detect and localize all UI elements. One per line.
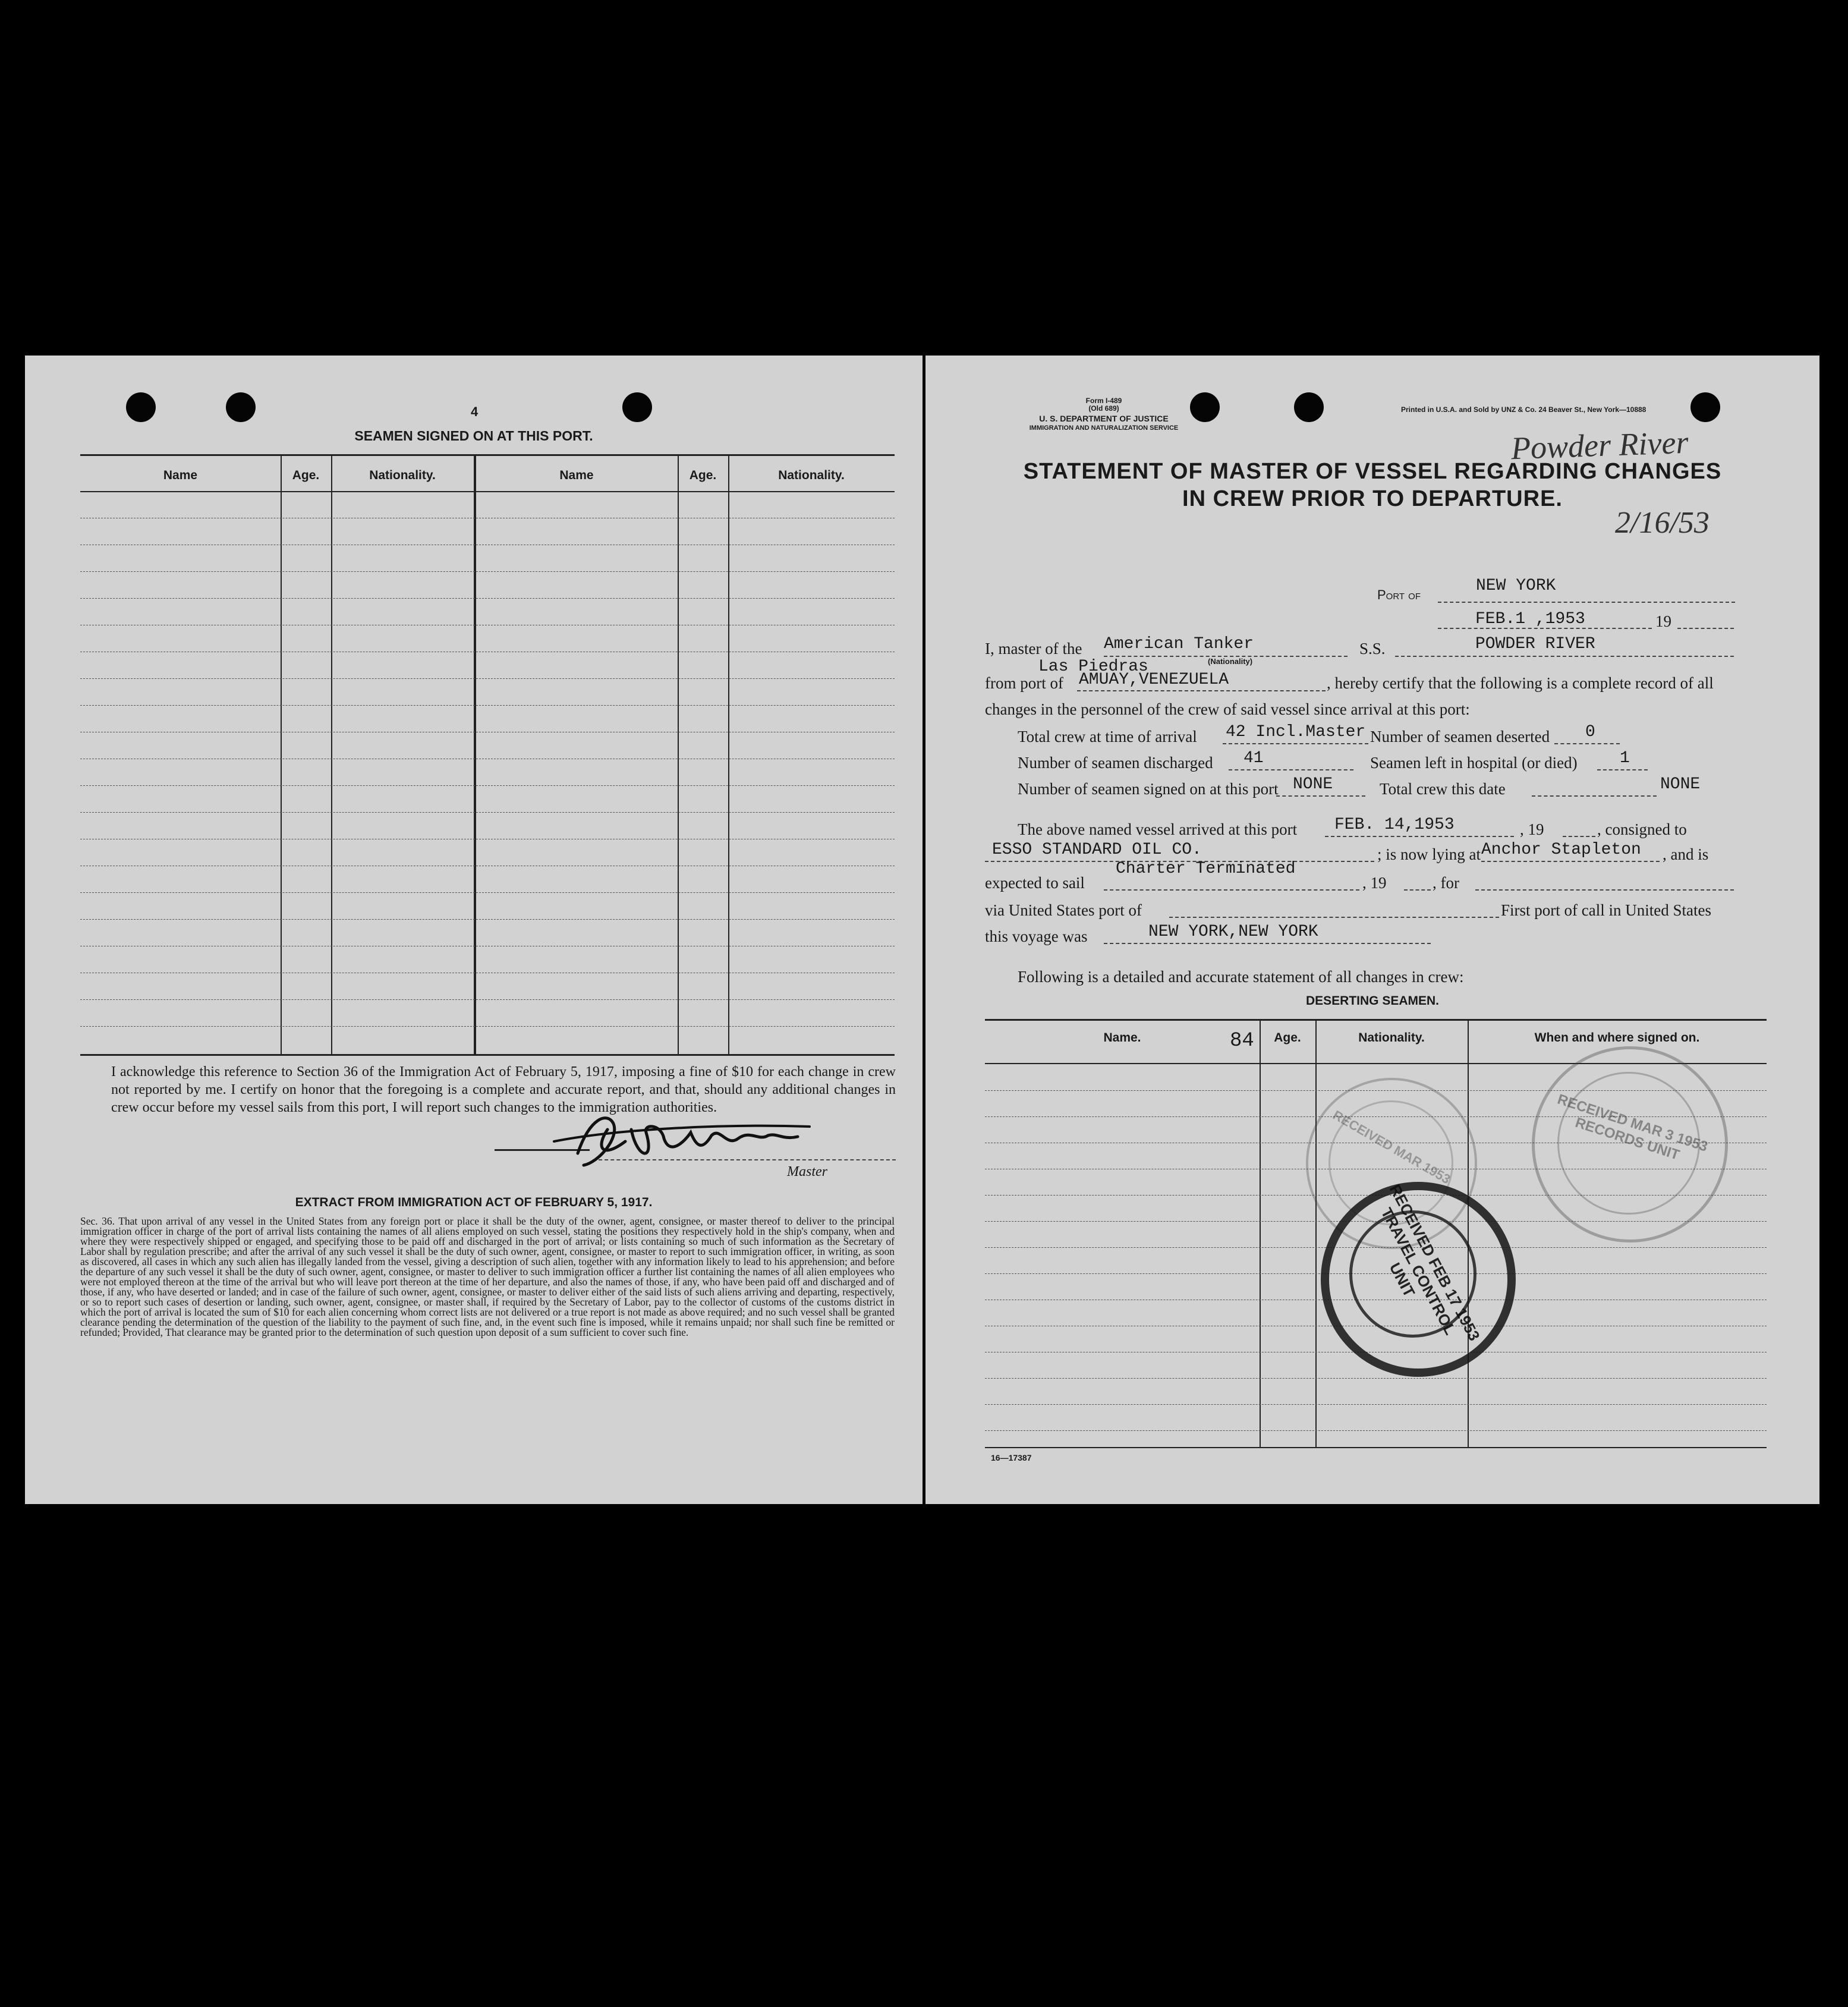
extract-text: Sec. 36. That upon arrival of any vessel in the United States from any foreign port or place it shall be the duty of the owner, agent, consignee, or master thereof to deliver to the principal immigration officer in charge of the port of arrival lists containing the names of all aliens employed on such vessel, stating the positions they respectively hold in the ship's company, when and where they were respectively shipped or engaged, and specifying those to be paid off and discharged in the port of arrival; or lists containing so much of such information as the Secretary of Labor shall by regulation prescribe; and after the arrival of any such vessel it shall be the duty of such owner, agent, consignee, or master to report to such immigration officer, in writing, as soon as discovered, all cases in which any such alien has illegally landed from the vessel, giving a description of such alien, together with any information likely to lead to his apprehension; and before the departure of any such vessel it shall be the duty of such owner, agent, consignee, or master to deliver to such immigration officer a further list containing the names of all alien employees who were not employed thereon at the time of the arrival but who will leave port thereon at the time of her departure, and also the names of those, if any, who have been paid off and discharged and of those, if any, who have deserted or landed; and in case of the failure of such owner, agent, consignee, or master to deliver either of the said lists of such aliens arriving and departing, respectively, or so to report such cases of desertion or landing, such owner, agent, consignee, or master shall, if required by the Secretary of Labor, pay to the collector of customs of the customs district in which the port of arrival is located the sum of $10 for each alien concerning whom correct lists are not delivered or a true report is not made as above required; and no such vessel shall be granted clearance pending the determination of the question of the liability to the payment of such fine, and, in the event such fine is imposed, while it remains unpaid; nor shall such fine be remitted or refunded; Provided, That clearance may be granted prior to the determination of such question upon deposit of a sum sufficient to cover such fine. [80,1215,895,1338]
page-number: 4 [471,404,478,419]
table-row-line [80,785,895,786]
signed-on-label: Number of seamen signed on at this port [1018,780,1279,798]
department-name: U. S. DEPARTMENT OF JUSTICE [1039,414,1169,423]
form-title [925,458,1819,512]
following-text: Following is a detailed and accurate statement of all changes in crew: [1018,968,1464,986]
total-crew-value: 42 Incl.Master [1226,723,1366,741]
deserted-line [1554,743,1620,744]
punch-hole [126,392,156,422]
left-page [25,356,923,1504]
table-bottom-rule [80,1054,895,1056]
handwritten-date-note: 2/16/53 [1615,506,1710,540]
deserted-label: Number of seamen deserted [1370,728,1550,745]
master-label: Master [787,1164,827,1179]
total-date-line [1532,795,1657,797]
table-row-line [80,598,895,599]
ship-name: POWDER RIVER [1475,635,1595,653]
agency-block [985,414,1223,433]
table-header-rule [80,491,895,492]
ss-label: S.S. [1359,640,1386,658]
table-row-line [80,812,895,813]
page-mark: 84 [1230,1030,1254,1052]
arrived-year-line [1563,836,1595,837]
right-page [925,356,1819,1504]
stamp-text: RECEIVED MAR 1953 [1330,1107,1453,1187]
deserting-table-bottom [985,1447,1767,1448]
stamp-text: RECEIVED MAR 3 1953 RECORDS UNIT [1555,1091,1710,1163]
form-title-line1: STATEMENT OF MASTER OF VESSEL REGARDING CHANGES [1023,459,1722,484]
col-header-age: Age. [1274,1031,1301,1045]
col-header-name: Name [163,468,198,482]
table-row-line [80,1026,895,1027]
signed-on-line [1276,795,1365,797]
discharged-value: 41 [1243,749,1264,767]
and-is-label: , and is [1663,845,1709,863]
table-row-line [985,1430,1767,1431]
master-of-label: I, master of the [985,640,1082,658]
consignee-value: ESSO STANDARD OIL CO. [992,841,1202,859]
sail-year: , 19 [1362,874,1387,892]
date-value: FEB.1 ,1953 [1475,610,1585,628]
table-row-line [985,1404,1767,1405]
table-row-line [80,705,895,706]
col-header-name: Name [559,468,594,482]
left-title: SEAMEN SIGNED ON AT THIS PORT. [354,428,593,443]
hospital-value: 1 [1620,749,1630,767]
for-label: , for [1433,874,1459,892]
col-header-nationality: Nationality. [1358,1031,1425,1045]
lying-label: ; is now lying at [1377,845,1481,863]
from-port-label: from port of [985,674,1063,692]
ship-name-line [1395,656,1734,657]
voyage-label: this voyage was [985,927,1088,945]
discharged-label: Number of seamen discharged [1018,754,1213,772]
port-line [1438,602,1735,603]
col-header-nationality: Nationality. [778,468,845,482]
table-row-line [985,1378,1767,1379]
year-prefix: 19 [1655,612,1671,630]
total-date-value: NONE [1660,775,1701,794]
col-header-name: Name. [1103,1031,1141,1045]
table-row-line [80,919,895,920]
first-port-label: First port of call in United States [1501,901,1711,919]
via-label: via United States port of [985,901,1142,919]
arrived-value: FEB. 14,1953 [1334,816,1455,834]
via-line [1169,917,1499,918]
table-row-line [80,678,895,679]
arrived-label: The above named vessel arrived at this port [1018,820,1298,838]
form-footer-code: 16—17387 [991,1453,1032,1462]
handwritten-vessel-note: Powder River [1510,424,1689,467]
lying-line [1481,861,1660,862]
deserted-value: 0 [1585,723,1595,741]
nationality-caption: (Nationality) [1208,657,1253,666]
punch-hole [1690,392,1720,422]
col-header-signed-on: When and where signed on. [1534,1031,1700,1045]
port-value: NEW YORK [1476,577,1556,595]
deserting-title: DESERTING SEAMEN. [1305,994,1440,1008]
col-divider [1260,1019,1261,1447]
from-port-extra: Las Piedras [1038,658,1148,676]
punch-hole [226,392,256,422]
received-stamp-records-unit [1532,1046,1728,1242]
form-old-number: (Old 689) [1088,404,1119,413]
col-header-nationality: Nationality. [369,468,436,482]
hospital-label: Seamen left in hospital (or died) [1370,754,1578,772]
hospital-line [1597,769,1648,770]
lying-value: Anchor Stapleton [1481,841,1641,859]
stamp-text: RECEIVED FEB 17 1953 TRAVEL CONTROL UNIT [1377,1181,1484,1344]
consigned-label: , consigned to [1597,820,1687,838]
port-of-label: Port of [1377,587,1421,602]
acknowledgement-text: I acknowledge this reference to Section 36 of the Immigration Act of February 5, 1917, imposing a fine of $10 for each change in crew not reported by me. I certify on honor that the foregoing is a complete and accurate report, and that, should any additional changes in crew occur before my vessel sails from this port, I will report such changes to the immigration authorities. [111,1064,896,1115]
col-header-age: Age. [292,468,320,482]
master-signature [542,1106,851,1171]
printer-note: Printed in U.S.A. and Sold by UNZ & Co. 24 Beaver St., New York—10888 [1401,405,1646,414]
sail-line [1104,889,1359,891]
year-line [1677,628,1734,629]
arrived-year: , 19 [1520,820,1544,838]
total-date-label: Total crew this date [1380,780,1506,798]
table-top-rule [80,454,895,456]
col-divider [1315,1019,1317,1447]
from-port-line [1077,690,1326,691]
signed-on-value: NONE [1293,775,1333,794]
for-line [1475,889,1734,891]
arrived-line [1325,836,1514,837]
certify-text: , hereby certify that the following is a complete record of all [1327,674,1714,692]
table-row-line [80,999,895,1000]
form-number-block [1044,397,1163,413]
sail-label: expected to sail [985,874,1085,892]
voyage-value: NEW YORK,NEW YORK [1148,923,1318,941]
from-port-value: AMUAY,VENEZUELA [1079,671,1229,689]
service-name: IMMIGRATION AND NATURALIZATION SERVICE [1029,424,1179,432]
total-crew-label: Total crew at time of arrival [1018,728,1197,745]
form-title-line2: IN CREW PRIOR TO DEPARTURE. [1182,486,1563,511]
form-number: Form I-489 [1085,397,1122,405]
col-header-age: Age. [689,468,717,482]
sail-year-line [1404,889,1431,891]
deserting-table-top [985,1019,1767,1021]
table-row-line [80,571,895,572]
sail-value: Charter Terminated [1116,860,1296,878]
table-row-line [80,892,895,893]
punch-hole [622,392,652,422]
vessel-nationality: American Tanker [1104,635,1254,653]
changes-text: changes in the personnel of the crew of said vessel since arrival at this port: [985,700,1470,718]
received-stamp-travel-control [1321,1182,1516,1377]
discharged-line [1229,769,1353,770]
punch-hole [1294,392,1324,422]
total-crew-line [1223,743,1368,744]
voyage-line [1104,943,1431,944]
extract-title: EXTRACT FROM IMMIGRATION ACT OF FEBRUARY 5, 1917. [295,1196,653,1209]
